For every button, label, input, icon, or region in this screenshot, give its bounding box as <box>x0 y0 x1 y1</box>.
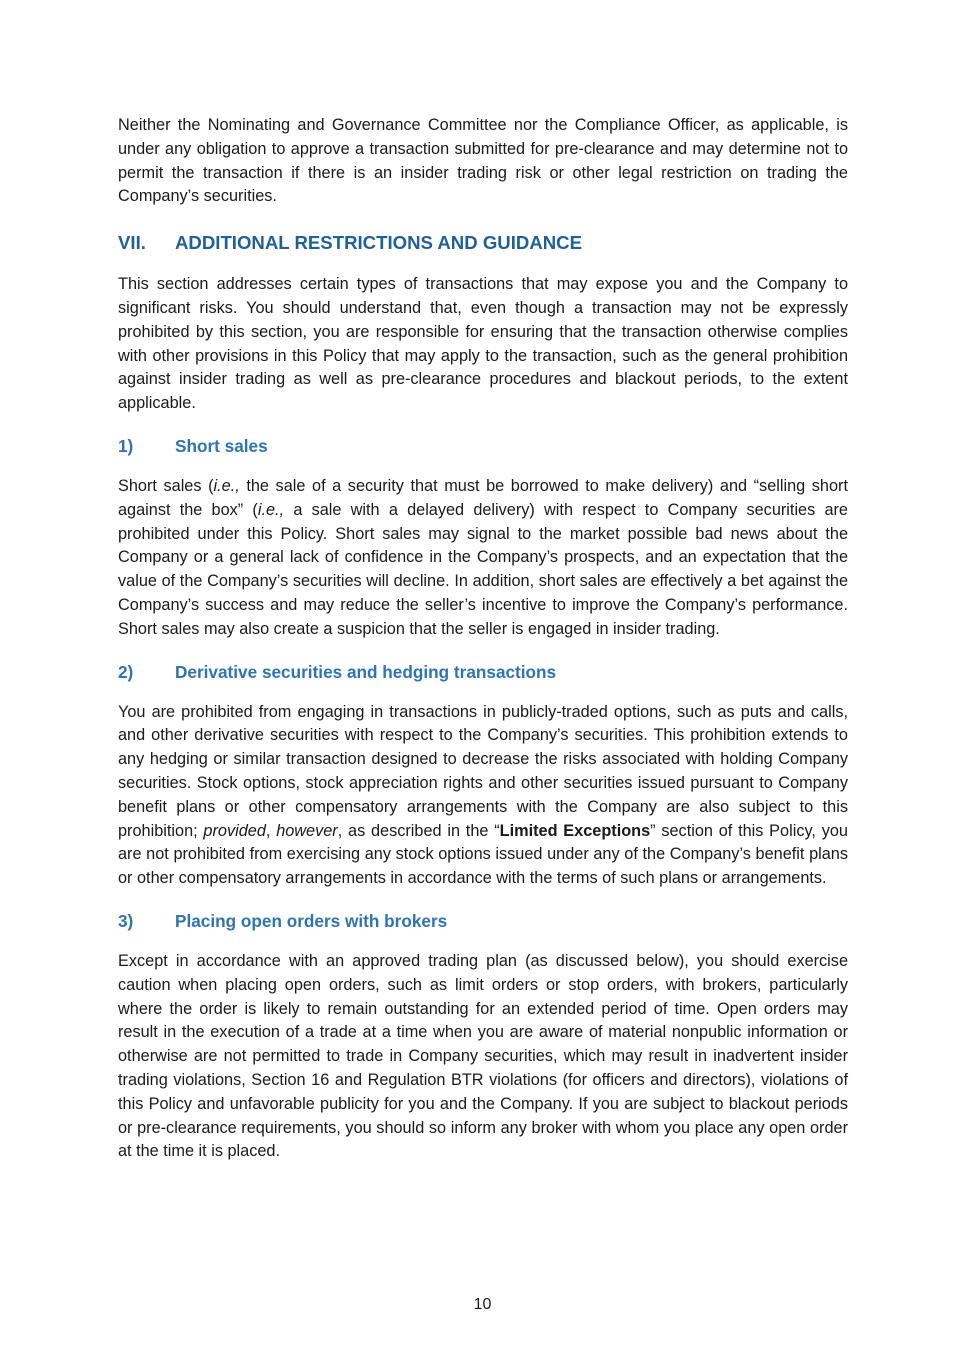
subsection-number: 2) <box>118 661 134 682</box>
section-heading <box>118 229 848 257</box>
subsection-title: Placing open orders with brokers <box>175 910 448 931</box>
document-page <box>118 114 848 1164</box>
italic-ie: i.e., <box>213 476 240 495</box>
subsection-number: 3) <box>118 910 134 931</box>
italic-provided: provided <box>203 821 266 840</box>
short-sales-paragraph: Short sales (i.e., the sale of a security that must be borrowed to make delivery) and “selling short against the box” (i.e., a sale with a delayed delivery) with respect to Company securities are prohibited under this Policy. Short sales may signal to the market possible bad news about the Company or a general lack of confidence in the Company’s prospects, and an expectation that the value of the Company’s securities will decline. In addition, short sales are effectively a bet against the Company’s success and may reduce the seller’s incentive to improve the Company’s performance. Short sales may also create a suspicion that the seller is engaged in insider trading. <box>118 476 848 638</box>
bold-limited-exceptions: Limited Exceptions <box>499 821 651 840</box>
italic-ie: i.e., <box>257 500 285 519</box>
italic-however: however <box>276 821 338 840</box>
section-title: ADDITIONAL RESTRICTIONS AND GUIDANCE <box>175 232 583 254</box>
subsection-title: Derivative securities and hedging transactions <box>175 661 557 682</box>
subsection-title: Short sales <box>175 435 268 456</box>
intro-paragraph: Neither the Nominating and Governance Committee nor the Compliance Officer, as applicable, is under any obligation to approve a transaction submitted for pre-clearance and may determine not to permit the transaction if there is an insider trading risk or other legal restriction on trading the Company’s securities. <box>118 116 848 206</box>
section-paragraph: This section addresses certain types of transactions that may expose you and the Company to significant risks. You should understand that, even though a transaction may not be expressly prohibited by this section, you are responsible for ensuring that the transaction otherwise complies with other provisions in this Policy that may apply to the transaction, such as the general prohibition against insider trading as well as pre-clearance procedures and blackout periods, to the extent applicable. <box>118 275 848 413</box>
open-orders-paragraph: Except in accordance with an approved trading plan (as discussed below), you should exercise caution when placing open orders, such as limit orders or stop orders, with brokers, particularly where the order is likely to remain outstanding for an extended period of time. Open orders may result in the execution of a trade at a time when you are aware of material nonpublic information or otherwise are not permitted to trade in Company securities, which may result in inadvertent insider trading violations, Section 16 and Regulation BTR violations (for officers and directors), violations of this Policy and unfavorable publicity for you and the Company. If you are subject to blackout periods or pre-clearance requirements, you should so inform any broker with whom you place any open order at the time it is placed. <box>118 951 848 1161</box>
subsection-heading-open-orders <box>118 908 848 934</box>
page-number: 10 <box>473 1296 492 1313</box>
section-number: VII. <box>118 232 146 254</box>
subsection-number: 1) <box>118 435 134 456</box>
derivatives-paragraph: You are prohibited from engaging in transactions in publicly-traded options, such as puts and calls, and other derivative securities with respect to the Company’s securities. This prohibition extends to any hedging or similar transaction designed to decrease the risks associated with holding Company securities. Stock options, stock appreciation rights and other securities issued pursuant to Company benefit plans or other compensatory arrangements with the Company are also subject to this prohibition; provided, however, as described in the “Limited Exceptions” section of this Policy, you are not prohibited from exercising any stock options issued under any of the Company’s benefit plans or other compensatory arrangements in accordance with the terms of such plans or arrangements. <box>118 702 848 888</box>
subsection-heading-short-sales <box>118 433 848 459</box>
subsection-heading-derivatives <box>118 659 848 685</box>
